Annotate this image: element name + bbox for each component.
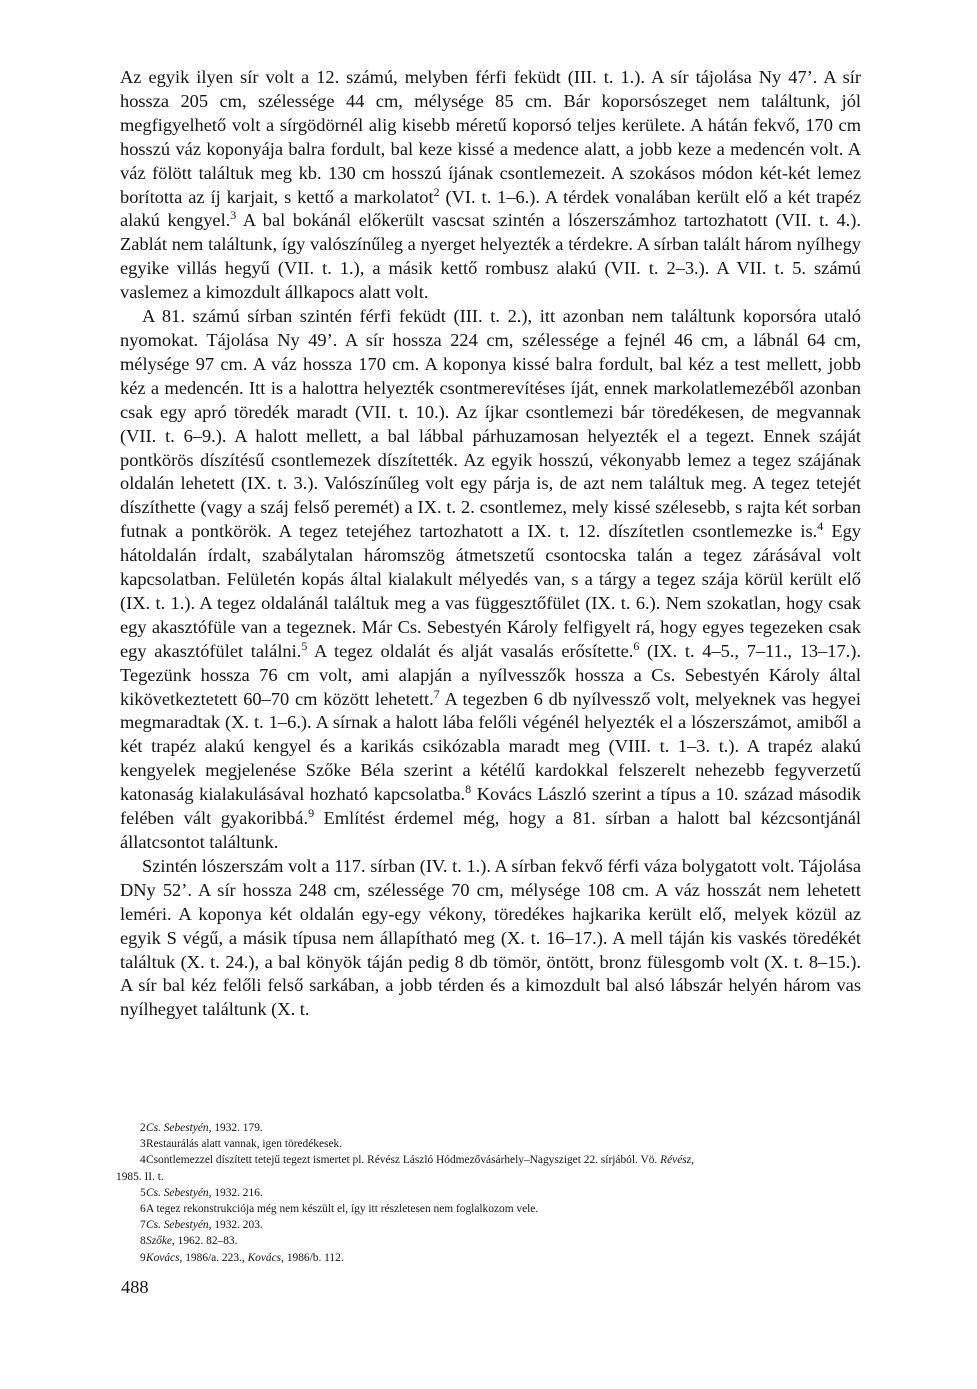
text-run: A tegezben 6 db nyílvessző volt, melyeknek vas hegyei megmaradtak (X. t. 1–6.). A sírnak a halott lába felőli végénél helyezték el a lószerszámot, amiből a két trapéz alakú kengyel és a karikás csikózabla maradt meg (VIII. t. 1–3. t.). A trapéz alakú kengyelek megjelenése Szőke Béla szerint a kétélű kardokkal felszerelt nehezebb fegyverzetű katonaság kialakulásával hozható kapcsolatba. <box>120 688 862 805</box>
footnote-text <box>146 1217 866 1233</box>
footnote <box>116 1201 866 1217</box>
footnote-author: Szőke, <box>146 1235 175 1248</box>
text-run: (IX. t. 4–5., 7–11., 13–17.). Tegezünk hossza 76 cm volt, ami alapján a nyílvesszők hossza a Cs. Sebestyén Károly által kikövetkeztetett 60–70 cm között lehetett. <box>120 640 861 709</box>
footnote-number: 6 <box>140 1203 146 1216</box>
footnote-text <box>146 1201 866 1217</box>
text-run: A bal bokánál előkerült vascsat szintén a lószerszámhoz tartozhatott (VII. t. 4.). Zablát nem találtunk, így valószínűleg a nyerget helyezték a térdekre. A sírban talált három nyílhegy egyike villás hegyű (VII. t. 1.), a másik kettő rombusz alakú (VII. t. 2–3.). A VII. t. 5. számú vaslemez a kimozdult állkapocs alatt volt. <box>120 210 861 303</box>
footnote-number: 9 <box>140 1251 146 1264</box>
footnote-number: 8 <box>140 1235 146 1248</box>
footnote-run: A tegez rekonstrukciója még nem készült el, így itt részletesen nem foglalkozom vele. <box>146 1203 539 1216</box>
footnote-run: 1962. 82–83. <box>174 1235 238 1248</box>
footnote-run: 1932. 179. <box>211 1122 263 1134</box>
footnote-ref[interactable]: 4 <box>817 519 824 534</box>
footnote-ref[interactable]: 7 <box>433 686 440 701</box>
footnote-run: 1986/a. 223., <box>182 1251 248 1264</box>
footnote <box>116 1250 866 1266</box>
footnote <box>116 1217 866 1233</box>
footnote <box>116 1185 866 1201</box>
footnote-number: 2 <box>140 1122 146 1134</box>
footnote-text <box>146 1250 866 1266</box>
footnote-run: 1986/b. 112. <box>283 1251 344 1264</box>
footnote-text <box>146 1185 866 1201</box>
body-text <box>120 66 861 1022</box>
footnote-text <box>146 1136 866 1152</box>
footnote-ref[interactable]: 6 <box>633 638 640 653</box>
text-run: (VI. t. 1–6.). A térdek vonalában került elő a két trapéz alakú kengyel. <box>120 186 861 231</box>
footnote-run: 1932. 216. <box>211 1186 263 1199</box>
footnote-ref[interactable]: 9 <box>308 806 315 821</box>
footnote-author: Kovács, <box>146 1251 183 1264</box>
footnote-number: 3 <box>140 1138 146 1151</box>
footnote-ref[interactable]: 8 <box>465 782 472 797</box>
footnote-text <box>146 1233 866 1249</box>
footnote-ref[interactable]: 2 <box>433 184 440 199</box>
text-run: Egy hátoldalán írdalt, szabálytalan háromszög átmetszetű csontocska talán a tegez zárásával volt kapcsolatban. Felületén kopás által kialakult mélyedés van, s a tárgy a tegez szája körül került elő (IX. t. 1.). A tegez oldalánál találtuk meg a vas függesztőfület (IX. t. 6.). Nem szokatlan, hogy csak egy akasztófüle van a tegeznek. Már Cs. Sebestyén Károly felfigyelt rá, hogy egyes tegezeken csak egy akasztófület találni. <box>120 521 861 661</box>
footnote-run: 1932. 203. <box>211 1219 263 1232</box>
footnote-author: Cs. Sebestyén, <box>146 1122 212 1134</box>
text-run: Az egyik ilyen sír volt a 12. számú, melyben férfi feküdt (III. t. 1.). A sír tájolása Ny 47’. A sír hossza 205 cm, szélessége 44 cm, mélysége 85 cm. Bár koporsószeget nem találtunk, jól megfigyelhető volt a sírgödörnél alig kisebb méretű koporsó teljes kerülete. A hátán fekvő, 170 cm hosszú váz koponyája balra fordult, bal keze kissé a medence alatt, a jobb keze a medencén volt. A váz fölött találtuk meg kb. 130 cm hosszú íjának csontlemezeit. A szokásos módon két-két lemez borította az íj karjait, s kettő a markolatot <box>120 67 861 207</box>
footnote-run: Restaurálás alatt vannak, igen töredékesek. <box>146 1138 343 1151</box>
footnote-continuation: 1985. II. t. <box>116 1170 164 1183</box>
footnote-number: 7 <box>140 1219 146 1232</box>
text-run: A tegez oldalát és alját vasalás erősítette. <box>307 640 634 661</box>
footnote <box>116 1120 866 1136</box>
paragraph <box>120 66 861 305</box>
paragraph <box>120 855 861 1022</box>
footnote-author: Cs. Sebestyén, <box>146 1219 212 1232</box>
footnote <box>116 1152 866 1168</box>
footnote-author: Kovács, <box>247 1251 284 1264</box>
footnote-number: 4 <box>140 1154 146 1167</box>
text-run: Említést érdemel még, hogy a 81. sírban a halott bal kézcsontjánál állatcsontot találtunk. <box>120 808 861 852</box>
footnote <box>116 1233 866 1249</box>
footnote-run: Csontlemezzel díszített tetejű tegezt ismertet pl. Révész László Hódmezővásárhely–Nagysziget 22. sírjából. Vö. <box>146 1154 661 1167</box>
footnote-ref[interactable]: 3 <box>230 208 237 223</box>
text-run: Kovács László szerint a típus a 10. század második felében vált gyakoribbá. <box>120 784 861 829</box>
footnote-text <box>146 1120 866 1136</box>
text-run: A 81. számú sírban szintén férfi feküdt (III. t. 2.), itt azonban nem találtunk koporsóra utaló nyomokat. Tájolása Ny 49’. A sír hossza 224 cm, szélessége a fejnél 46 cm, a lábnál 64 cm, mélysége 97 cm. A váz hossza 170 cm. A koponya kissé balra fordult, bal kéz a test mellett, jobb kéz a medencén. Itt is a halottra helyezték csontmerevítéses íját, ennek markolatlemezéből azonban csak egy apró töredék maradt (VII. t. 10.). Az íjkar csontlemezi bár töredékesen, de megvannak (VII. t. 6–9.). A halott mellett, a bal lábbal párhuzamosan helyezték el a tegezt. Ennek száját pontkörös díszítésű csontlemezek díszítették. Az egyik hosszú, vékonyabb lemez a tegez szájának oldalán lehetett (IX. t. 3.). Valószínűleg volt egy párja is, de azt nem találtuk meg. A tegez tetejét díszíthette (vagy a száj felső peremét) a IX. t. 2. csontlemez, mely kissé szélesebb, s rajta két sorban futnak a pontkörök. A tegez tetejéhez tartozhatott a IX. t. 12. díszítetlen csontlemezke is. <box>120 306 861 542</box>
footnote-author: Révész, <box>660 1154 694 1167</box>
footnote-number: 5 <box>140 1186 146 1199</box>
footnote <box>116 1136 866 1152</box>
text-run: Szintén lószerszám volt a 117. sírban (IV. t. 1.). A sírban fekvő férfi váza bolygatott volt. Tájolása DNy 52’. A sír hossza 248 cm, szélessége 70 cm, mélysége 108 cm. A váz hosszát nem lehetett leméri. A koponya két oldalán egy-egy vékony, töredékes hajkarika került elő, melyek közül az egyik S végű, a másik típusa nem állapítható meg (X. t. 16–17.). A mell táján kis vaskés töredékét találtuk (X. t. 24.), a bal könyök táján pedig 8 db tömör, öntött, bronz fülesgomb volt (X. t. 8–15.). A sír bal kéz felőli felső sarkában, a jobb térden és a kimozdult bal alsó lábszár helyén három vas nyílhegyet találtunk (X. t. <box>120 855 861 1020</box>
paragraph <box>120 305 861 855</box>
footnotes <box>116 1120 866 1266</box>
footnote-author: Cs. Sebestyén, <box>146 1186 212 1199</box>
footnote-text <box>146 1152 866 1168</box>
page-number: 488 <box>121 1277 149 1297</box>
footnote-ref[interactable]: 5 <box>301 638 308 653</box>
